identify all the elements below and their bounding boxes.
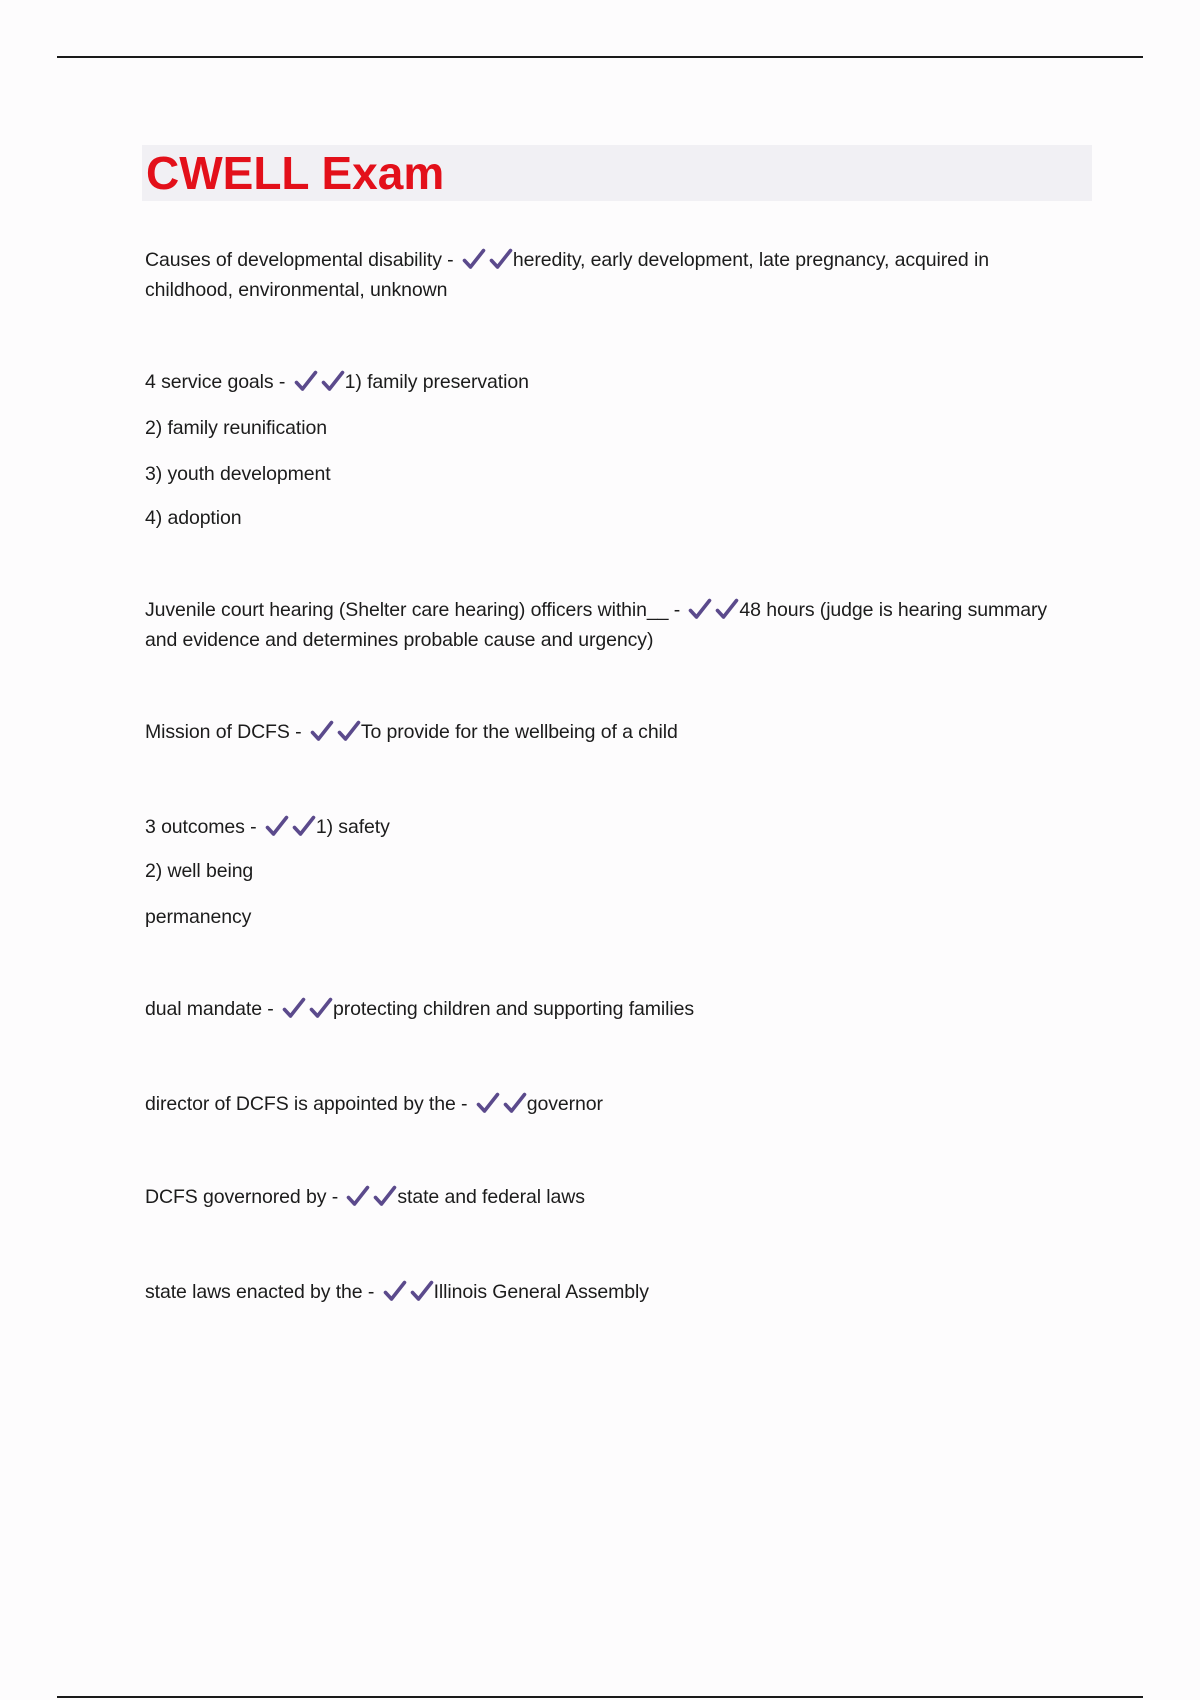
checkmark-icon xyxy=(294,370,318,392)
question: Mission of DCFS xyxy=(145,721,290,743)
checkmark-icon xyxy=(462,248,486,270)
qa-line xyxy=(145,1277,1075,1307)
qa-item xyxy=(145,1277,1075,1307)
answer-continuation: 2) well being xyxy=(145,860,254,882)
question: Causes of developmental disability xyxy=(145,249,442,271)
qa-item xyxy=(145,1089,1075,1119)
page-top-rule xyxy=(57,56,1143,58)
separator: - xyxy=(244,816,262,838)
separator: - xyxy=(441,249,459,271)
qa-line xyxy=(145,1089,1075,1119)
qa-line xyxy=(145,245,1075,305)
checkmark-icon xyxy=(292,815,316,837)
checkmark-icon xyxy=(309,997,333,1019)
answer: governor xyxy=(526,1093,603,1115)
question: dual mandate xyxy=(145,998,262,1020)
question: 3 outcomes xyxy=(145,816,245,838)
checkmark-icon xyxy=(688,598,712,620)
separator: - xyxy=(326,1186,344,1208)
qa-item xyxy=(145,367,1075,533)
checkmark-icon xyxy=(715,598,739,620)
page-title: CWELL Exam xyxy=(146,147,445,199)
qa-line xyxy=(145,717,1075,747)
question: 4 service goals xyxy=(145,371,274,393)
checkmark-icon xyxy=(337,720,361,742)
checkmark-icon xyxy=(346,1185,370,1207)
question: Juvenile court hearing (Shelter care hearing) officers within__ xyxy=(145,599,669,621)
qa-item xyxy=(145,595,1075,655)
qa-line xyxy=(145,994,1075,1024)
question: DCFS governored by xyxy=(145,1186,327,1208)
answer: protecting children and supporting families xyxy=(333,998,695,1020)
qa-line xyxy=(145,595,1075,655)
checkmark-icon xyxy=(489,248,513,270)
checkmark-icon xyxy=(503,1092,527,1114)
qa-item xyxy=(145,1182,1075,1212)
separator: - xyxy=(289,721,307,743)
qa-item xyxy=(145,245,1075,305)
separator: - xyxy=(273,371,291,393)
page-bottom-rule xyxy=(57,1696,1143,1698)
answer: Illinois General Assembly xyxy=(433,1281,649,1303)
qa-item xyxy=(145,717,1075,747)
answer: 48 hours (judge is hearing summary and evidence and determines probable cause and urgency) xyxy=(145,599,1048,651)
checkmark-icon xyxy=(373,1185,397,1207)
answer: state and federal laws xyxy=(397,1186,585,1208)
checkmark-icon xyxy=(476,1092,500,1114)
separator: - xyxy=(261,998,280,1020)
checkmark-icon xyxy=(383,1280,407,1302)
checkmark-icon xyxy=(265,815,289,837)
separator: - xyxy=(668,599,686,621)
answer-continuation: 4) adoption xyxy=(145,507,242,529)
separator: - xyxy=(362,1281,380,1303)
qa-item xyxy=(145,994,1075,1024)
checkmark-icon xyxy=(321,370,345,392)
answer-continuation: 2) family reunification xyxy=(145,417,327,439)
checkmark-icon xyxy=(410,1280,434,1302)
qa-line xyxy=(145,1182,1075,1212)
question: state laws enacted by the xyxy=(145,1281,363,1303)
checkmark-icon xyxy=(310,720,334,742)
checkmark-icon xyxy=(282,997,306,1019)
qa-line xyxy=(145,812,1075,842)
answer: 1) family preservation xyxy=(344,371,529,393)
separator: - xyxy=(455,1093,473,1115)
qa-item xyxy=(145,812,1075,932)
qa-line xyxy=(145,367,1075,397)
answer-continuation: 3) youth development xyxy=(145,463,331,485)
answer-continuation: permanency xyxy=(145,906,252,928)
question: director of DCFS is appointed by the xyxy=(145,1093,456,1115)
qa-list xyxy=(145,245,1075,1307)
answer: 1) safety xyxy=(315,816,390,838)
answer: To provide for the wellbeing of a child xyxy=(360,721,678,743)
answer: heredity, early development, late pregnancy, acquired in childhood, environmental, unknown xyxy=(145,249,989,301)
